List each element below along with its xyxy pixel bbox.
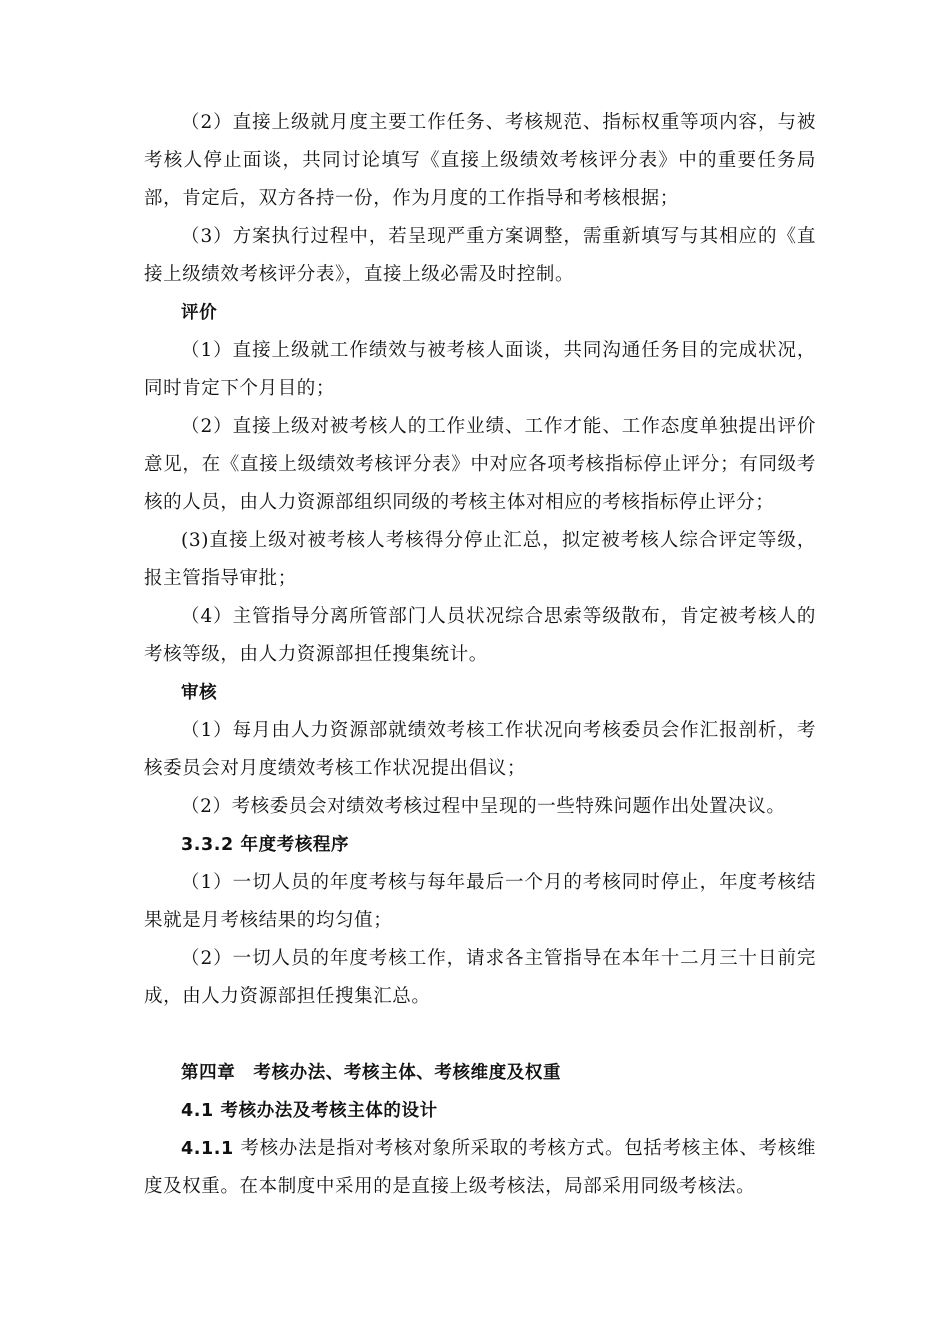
paragraph-eval-4: （4）主管指导分离所管部门人员状况综合思索等级散布，肯定被考核人的考核等级，由人力资源部担任搜集统计。 — [144, 606, 816, 665]
paragraph-eval-1: （1）直接上级就工作绩效与被考核人面谈，共同沟通任务目的完成状况，同时肯定下个月目的； — [144, 340, 816, 399]
section-heading-evaluation: 评价 — [181, 303, 218, 323]
paragraph-eval-2: （2）直接上级对被考核人的工作业绩、工作才能、工作态度单独提出评价意见，在《直接上级绩效考核评分表》中对应各项考核指标停止评分；有同级考核的人员，由人力资源部组织同级的考核主体对相应的考核指标停止评分； — [144, 416, 816, 513]
clause-number: 4.1.1 — [181, 1139, 234, 1159]
paragraph-2-direct-supervisor-interview: （2）直接上级就月度主要工作任务、考核规范、指标权重等项内容，与被考核人停止面谈，共同讨论填写《直接上级绩效考核评分表》中的重要任务局部，肯定后，双方各持一份，作为月度的工作指导和考核根据； — [144, 112, 816, 209]
section-4-1-heading: 4.1 考核办法及考核主体的设计 — [181, 1101, 438, 1121]
paragraph-4-1-1 — [144, 1130, 816, 1206]
paragraph-review-2: （2）考核委员会对绩效考核过程中呈现的一些特殊问题作出处置决议。 — [181, 796, 786, 817]
section-heading-annual-procedure: 3.3.2 年度考核程序 — [181, 835, 350, 855]
paragraph-review-1: （1）每月由人力资源部就绩效考核工作状况向考核委员会作汇报剖析，考核委员会对月度绩效考核工作状况提出倡议； — [144, 720, 816, 779]
chapter-4-heading: 第四章 考核办法、考核主体、考核维度及权重 — [181, 1063, 562, 1083]
document-body — [144, 104, 816, 1206]
clause-text: 考核办法是指对考核对象所采取的考核方式。包括考核主体、考核维度及权重。在本制度中采用的是直接上级考核法，局部采用同级考核法。 — [144, 1138, 816, 1197]
paragraph-annual-2: （2）一切人员的年度考核工作，请求各主管指导在本年十二月三十日前完成，由人力资源部担任搜集汇总。 — [144, 948, 816, 1007]
paragraph-annual-1: （1）一切人员的年度考核与每年最后一个月的考核同时停止，年度考核结果就是月考核结果的均匀值； — [144, 872, 816, 931]
blank-line — [144, 1016, 816, 1054]
section-heading-review: 审核 — [181, 683, 218, 703]
paragraph-3-plan-adjustment: （3）方案执行过程中，若呈现严重方案调整，需重新填写与其相应的《直接上级绩效考核评分表》，直接上级必需及时控制。 — [144, 226, 816, 285]
paragraph-eval-3: (3)直接上级对被考核人考核得分停止汇总，拟定被考核人综合评定等级，报主管指导审批； — [144, 530, 816, 589]
